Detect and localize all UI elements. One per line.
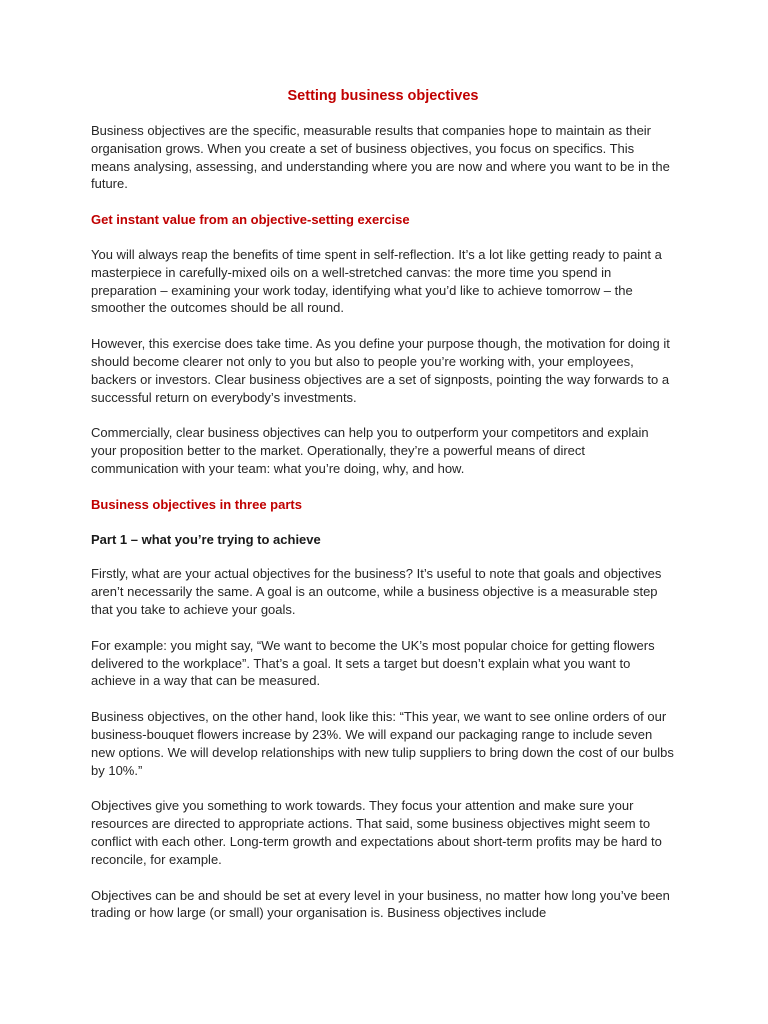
paragraph-example-goal: For example: you might say, “We want to become the UK’s most popular choice for getting flowers delivered to the workplace”. That’s a goal. It sets a target but doesn’t explain what you want to achieve in a way that can be measured. [91, 637, 655, 689]
section-heading-three-parts: Business objectives in three parts [91, 496, 302, 512]
document-page [91, 87, 675, 940]
paragraph-every-level: Objectives can be and should be set at every level in your business, no matter how long you’ve been trading or how large (or small) your organisation is. Business objectives include [91, 887, 670, 921]
paragraph-example-objectives: Business objectives, on the other hand, look like this: “This year, we want to see online orders of our business-bouquet flowers increase by 23%. We will expand our packaging range to include seven new options. We will develop relationships with new tulip suppliers to bring down the cost of our bulbs by 10%.” [91, 709, 674, 778]
paragraph-takes-time: However, this exercise does take time. As you define your purpose though, the motivation for doing it should become clearer not only to you but also to people you’re working with, your employees, backers or investors. Clear business objectives are a set of signposts, pointing the way forwards to a successful return on everybody’s investments. [91, 336, 670, 405]
paragraph-work-towards: Objectives give you something to work towards. They focus your attention and make sure your resources are directed to appropriate actions. That said, some business objectives might seem to conflict with each other. Long-term growth and expectations about short-term profits may be hard to reconcile, for example. [91, 798, 662, 867]
paragraph-goals-vs-objectives: Firstly, what are your actual objectives for the business? It’s useful to note that goals and objectives aren’t necessarily the same. A goal is an outcome, while a business objective is a measurable step that you take to achieve your goals. [91, 566, 662, 617]
section-heading-objective-exercise: Get instant value from an objective-setting exercise [91, 212, 410, 228]
intro-paragraph: Business objectives are the specific, measurable results that companies hope to maintain as their organisation grows. When you create a set of business objectives, you focus on specifics. This means analysing, assessing, and understanding where you are now and where you want to be in the future. [91, 123, 670, 192]
paragraph-self-reflection: You will always reap the benefits of time spent in self-reflection. It’s a lot like getting ready to paint a masterpiece in carefully-mixed oils on a well-stretched canvas: the more time you spend in preparation – examining your work today, identifying what you’d like to achieve tomorrow – the smoother the outcomes should be all round. [91, 246, 662, 316]
page-title: Setting business objectives [287, 88, 479, 104]
subheading-part-1: Part 1 – what you’re trying to achieve [91, 531, 321, 547]
paragraph-commercially: Commercially, clear business objectives can help you to outperform your competitors and explain your proposition better to the market. Operationally, they’re a powerful means of direct communication with your team: what you’re doing, why, and how. [91, 425, 649, 476]
